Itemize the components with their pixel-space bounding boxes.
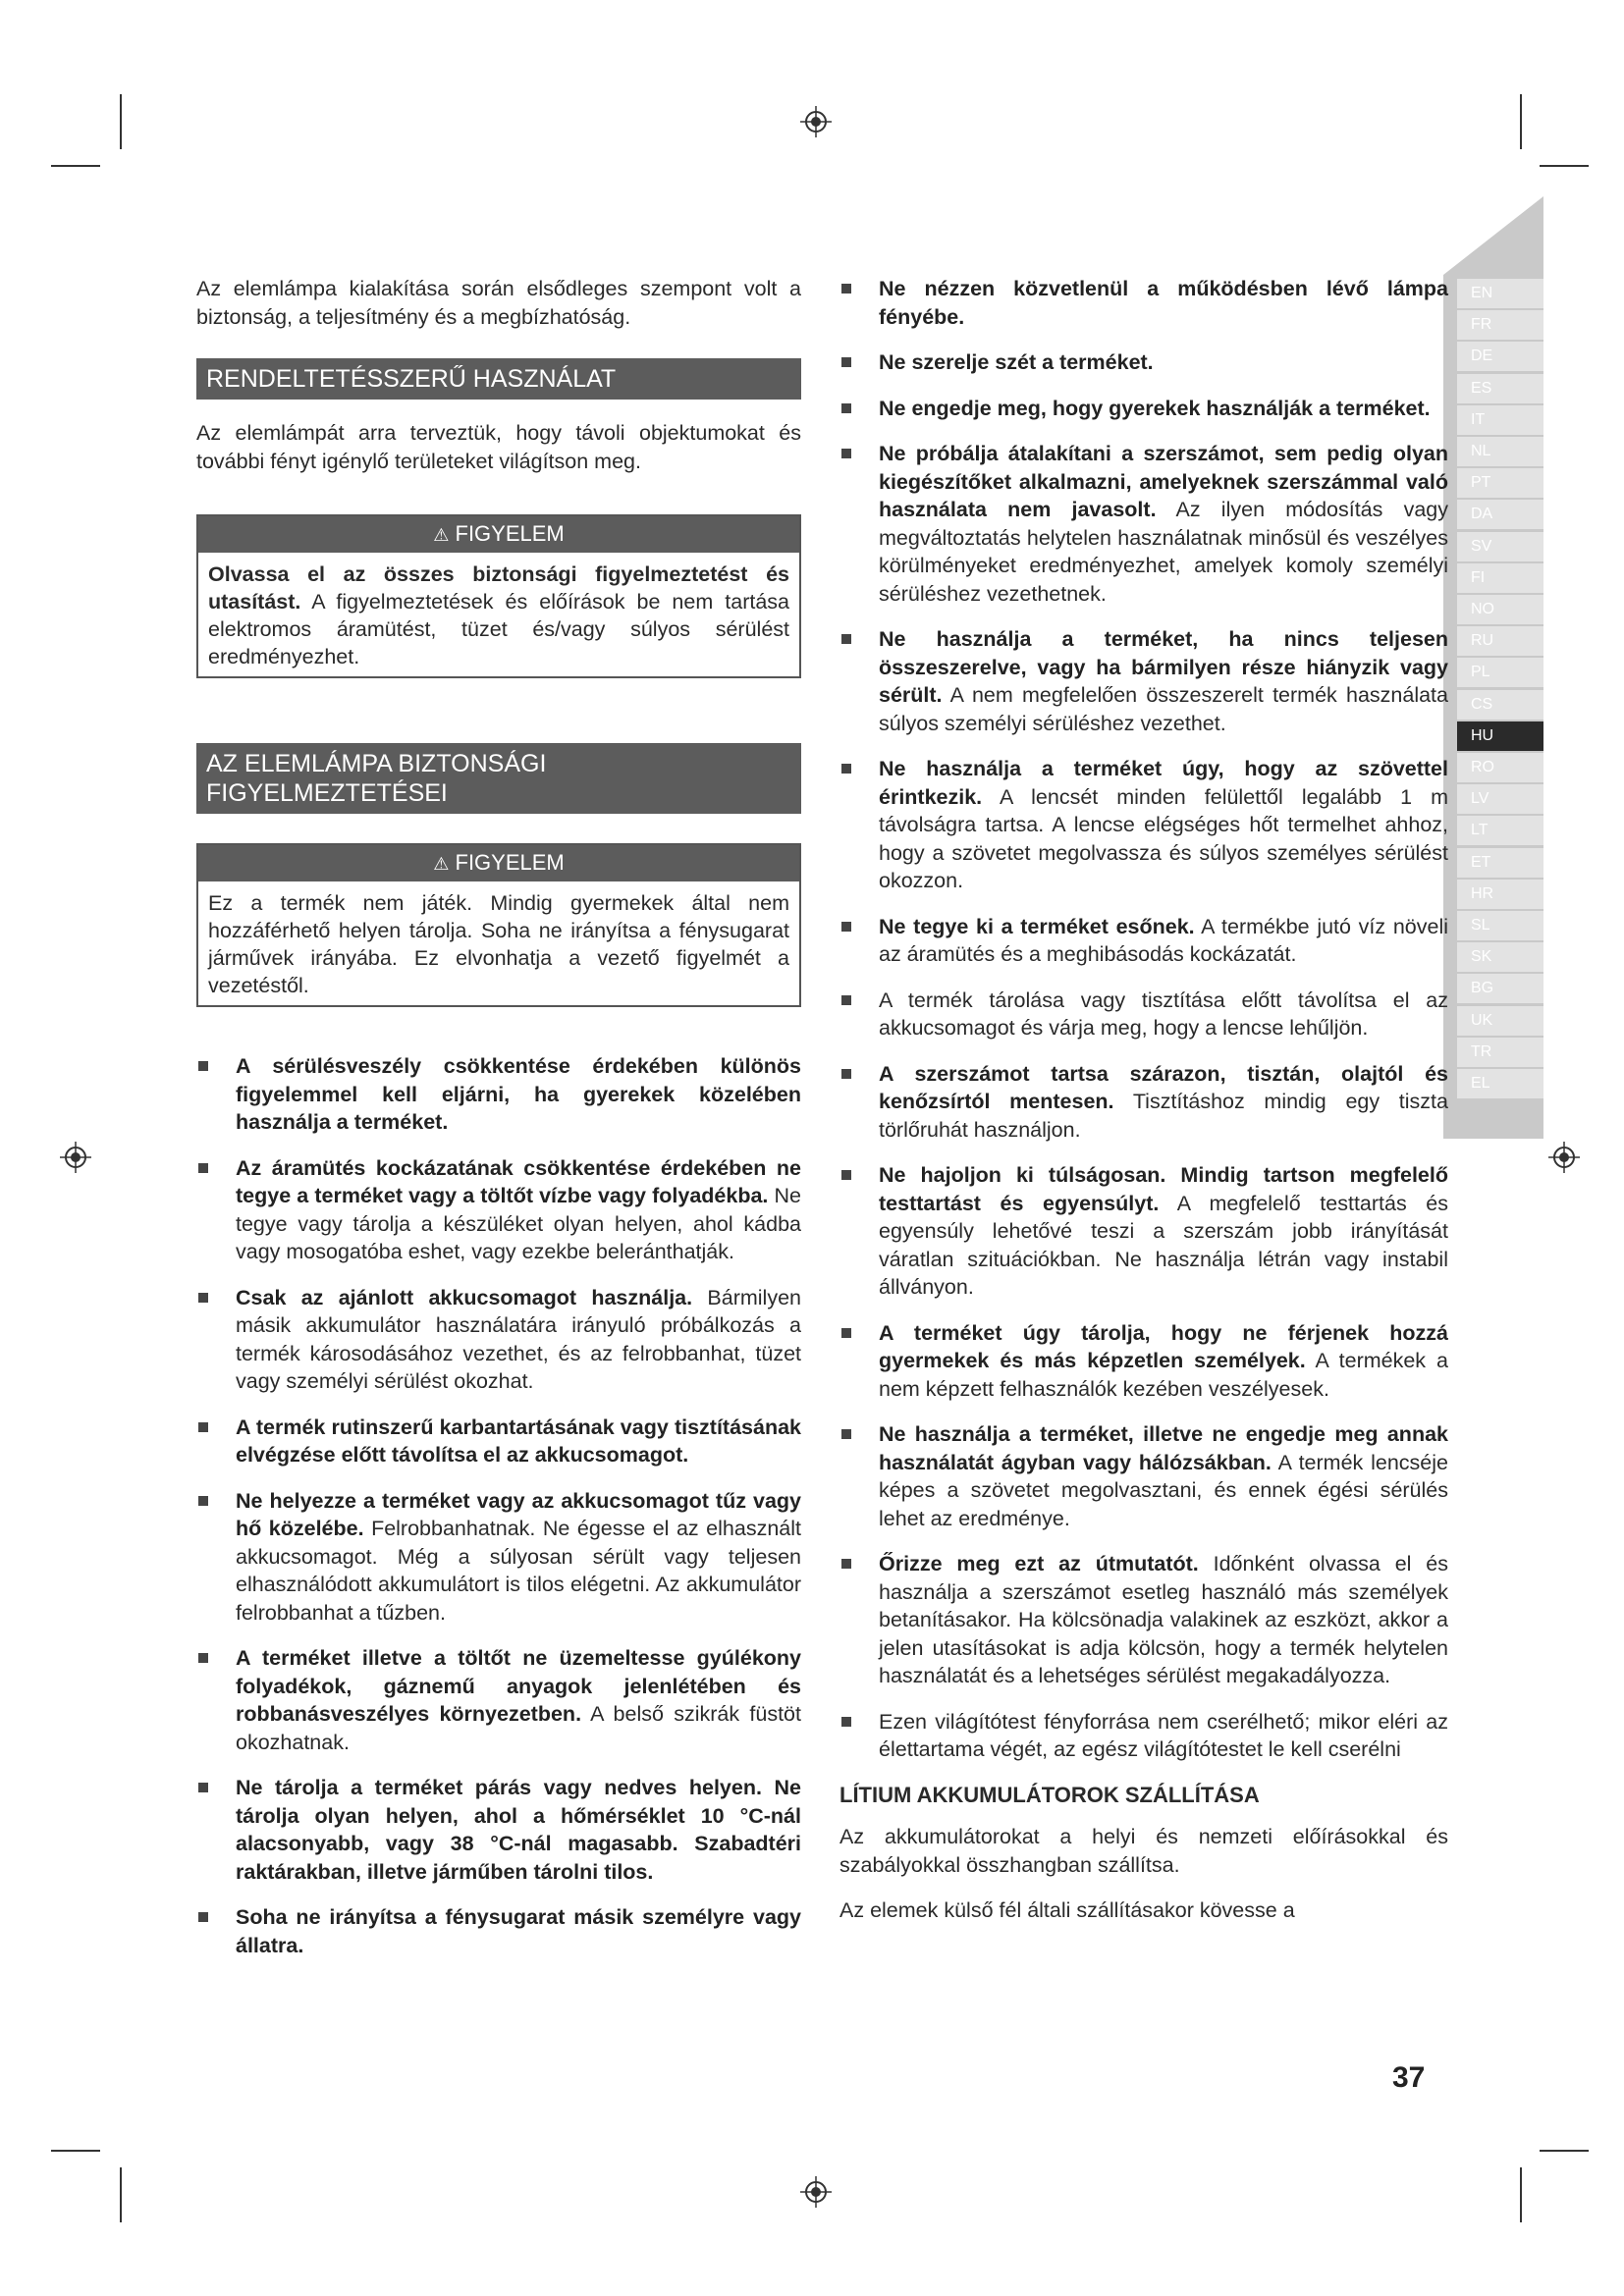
language-tab-uk[interactable]: UK (1457, 1006, 1543, 1036)
bullet-square-icon (198, 1422, 208, 1432)
bullet-bold-text: Ne használja a terméket úgy, hogy az szövettel érintkezik. (879, 757, 1448, 809)
registration-mark-icon (799, 2175, 833, 2209)
right-bullet-list (839, 275, 1448, 1764)
bullet-text: A termékek a nem képzett felhasználók kezében veszélyesek. (879, 1349, 1448, 1401)
language-tab-fi[interactable]: FI (1457, 563, 1543, 593)
bullet-text: Felrobbanhatnak. Ne égesse el az elhasznált akkucsomagot. Még a súlyosan sérült vagy teljesen elhasználódott akkumulátort is tilos elégetni. Az akkumulátor felrobbanhat a tűzben. (236, 1517, 801, 1625)
bullet-text: Tisztításhoz mindig egy tiszta törlőruhát használjon. (879, 1090, 1448, 1142)
language-tab-sk[interactable]: SK (1457, 942, 1543, 972)
bullet-bold-text: Ne próbálja átalakítani a szerszámot, sem pedig olyan kiegészítőket alkalmazni, amelyeknek szerszámmal való használata nem javasolt. (879, 442, 1448, 521)
language-tab-no[interactable]: NO (1457, 595, 1543, 624)
language-tab-bg[interactable]: BG (1457, 974, 1543, 1003)
list-item (839, 987, 1448, 1042)
language-tab-it[interactable]: IT (1457, 405, 1543, 435)
bullet-bold-text: Ne használja a terméket, illetve ne engedje meg annak használatát ágyban vagy hálózsákban. (879, 1422, 1448, 1474)
bullet-bold-text: Ne szerelje szét a terméket. (879, 350, 1154, 374)
bullet-square-icon (841, 1069, 851, 1079)
language-tab-lv[interactable]: LV (1457, 784, 1543, 814)
list-item (839, 1161, 1448, 1302)
language-tab-pl[interactable]: PL (1457, 658, 1543, 687)
bullet-bold-text: Soha ne irányítsa a fénysugarat másik személyre vagy állatra. (236, 1905, 801, 1957)
warning-header (198, 845, 799, 881)
list-item (839, 440, 1448, 608)
bullet-square-icon (841, 634, 851, 644)
crop-mark (51, 2150, 100, 2152)
list-item (839, 1550, 1448, 1690)
bullet-bold-text: A szerszámot tartsa szárazon, tisztán, olajtól és kenőzsírtól mentesen. (879, 1061, 1448, 1113)
lithium-transport-text-continued: Az elemek külső fél általi szállításakor kövesse a (839, 1898, 1295, 1922)
bullet-square-icon (841, 403, 851, 413)
bullet-bold-text: Ne tegye ki a terméket esőnek. (879, 914, 1195, 938)
crop-mark (1520, 2167, 1522, 2222)
bullet-bold-text: Az áramütés kockázatának csökkentése érdekében ne tegye a terméket vagy a töltőt vízbe vagy folyadékba. (236, 1155, 801, 1207)
bullet-square-icon (841, 357, 851, 367)
language-tab-fr[interactable]: FR (1457, 310, 1543, 340)
bullet-square-icon (841, 449, 851, 458)
language-tab-en[interactable]: EN (1457, 279, 1543, 308)
language-tab-lt[interactable]: LT (1457, 816, 1543, 845)
list-item (196, 1052, 801, 1137)
bullet-square-icon (841, 1170, 851, 1180)
bullet-text: A termék lencséje képes a szövetet megolvasztani, és ennek égési sérülés lehet az eredménye. (879, 1450, 1449, 1530)
bullet-text: A termékbe jutó víz növeli az áramütés és a meghibásodás kockázatát. (879, 914, 1448, 966)
list-item (839, 348, 1448, 377)
bullet-text: Bármilyen másik akkumulátor használatára irányuló próbálkozás a termék károsodásához vezethet, és az felrobbanhat, tüzet vagy személyi sérülést okozhat. (236, 1285, 802, 1393)
crop-mark (1540, 165, 1589, 167)
bullet-square-icon (841, 1559, 851, 1569)
language-tab-sl[interactable]: SL (1457, 911, 1543, 940)
list-item (196, 1414, 801, 1469)
bullet-text: A belső szikrák füstöt okozhatnak. (236, 1702, 801, 1754)
warning-body: Ez a termék nem játék. Mindig gyermekek által nem hozzáférhető helyen tárolja. Soha ne irányítsa a fénysugarat járművek irányába. Ez elvonhatja a vezető figyelmét a vezetéstől. (208, 891, 789, 997)
crop-mark (120, 94, 122, 149)
language-tab-hr[interactable]: HR (1457, 880, 1543, 909)
language-tab-pt[interactable]: PT (1457, 468, 1543, 498)
list-item (196, 1154, 801, 1266)
bullet-bold-text: Ne használja a terméket, ha nincs teljesen összeszerelve, vagy ha bármilyen része hiányzik vagy sérült. (879, 627, 1448, 707)
bullet-square-icon (841, 764, 851, 774)
warning-text: A figyelmeztetések és előírások be nem tartása elektromos áramütést, tüzet és/vagy súlyos sérülést eredményezhet. (208, 590, 789, 668)
language-tab-da[interactable]: DA (1457, 500, 1543, 529)
warning-bold-text: Olvassa el az összes biztonsági figyelmeztetést és utasítást. (208, 562, 789, 614)
bullet-square-icon (198, 1163, 208, 1173)
bullet-bold-text: Ne helyezze a terméket vagy az akkucsomagot tűz vagy hő közelébe. (236, 1488, 801, 1540)
language-tab-ru[interactable]: RU (1457, 626, 1543, 656)
bullet-bold-text: A sérülésveszély csökkentése érdekében különös figyelemmel kell eljárni, ha gyerekek közelében használja a terméket. (236, 1054, 801, 1134)
registration-mark-icon (59, 1141, 92, 1174)
language-tab-es[interactable]: ES (1457, 374, 1543, 403)
warning-box (196, 514, 801, 678)
warning-triangle-icon: ⚠ (433, 525, 450, 545)
bullet-square-icon (841, 995, 851, 1005)
bullet-square-icon (841, 1429, 851, 1439)
list-item (839, 1420, 1448, 1532)
warning-header (198, 516, 799, 553)
language-tab-tr[interactable]: TR (1457, 1038, 1543, 1067)
bullet-text: A lencsét minden felülettől legalább 1 m távolságra tartsa. A lencse elégséges hőt termelhet ahhoz, hogy a szövetet megolvassza és súlyos személyes sérülést okozzon. (879, 784, 1448, 892)
warning-triangle-icon: ⚠ (433, 854, 450, 874)
bullet-bold-text: Ne hajoljon ki túlságosan. Mindig tartson megfelelő testtartást és egyensúlyt. (879, 1163, 1448, 1215)
bullet-square-icon (198, 1293, 208, 1303)
section-heading-safety: AZ ELEMLÁMPA BIZTONSÁGI FIGYELMEZTETÉSEI (196, 743, 801, 814)
bullet-bold-text: Őrizze meg ezt az útmutatót. (879, 1552, 1199, 1575)
bullet-square-icon (198, 1912, 208, 1922)
crop-mark (120, 2167, 122, 2222)
bullet-bold-text: Ne tárolja a terméket párás vagy nedves helyen. Ne tárolja olyan helyen, ahol a hőmérséklet 10 °C-nál alacsonyabb, vagy 38 °C-nál magasabb. Szabadtéri raktárakban, illetve járműben tárolni tilos. (236, 1776, 801, 1884)
list-item (196, 1774, 801, 1886)
bullet-bold-text: Csak az ajánlott akkucsomagot használja. (236, 1285, 693, 1309)
list-item (839, 1319, 1448, 1404)
list-item (196, 1903, 801, 1959)
list-item (839, 275, 1448, 331)
page-number: 37 (1392, 2061, 1426, 2094)
bullet-square-icon (198, 1496, 208, 1506)
language-tab-de[interactable]: DE (1457, 342, 1543, 371)
crop-mark (1520, 94, 1522, 149)
bullet-text: Ne tegye vagy tárolja a készüléket olyan helyen, ahol kádba vagy mosogatóba eshet, vagy ezekbe beleránthatják. (236, 1184, 801, 1263)
bullet-bold-text: Ne nézzen közvetlenül a működésben lévő lámpa fényébe. (879, 277, 1448, 329)
list-item (839, 625, 1448, 737)
crop-mark (51, 165, 100, 167)
bullet-text: Időnként olvassa el és használja a szerszámot esetleg használó más személyek betanításakor. Ha kölcsönadja valakinek az eszközt, akkor a jelen utasításokat is adja kölcsön, hogy a termék helytelen használatát és a lehetséges sérülést megakadályozza. (879, 1552, 1448, 1687)
registration-mark-icon (799, 105, 833, 138)
bullet-square-icon (841, 284, 851, 294)
bullet-square-icon (198, 1653, 208, 1663)
intended-use-text: Az elemlámpát arra terveztük, hogy távoli objektumokat és további fényt igénylő területeket világítson meg. (196, 421, 801, 473)
warning-title: FIGYELEM (455, 850, 565, 875)
language-tab-sv[interactable]: SV (1457, 532, 1543, 561)
bullet-bold-text: A terméket illetve a töltőt ne üzemeltesse gyúlékony folyadékok, gáznemű anyagok jelenlétében és robbanásveszélyes környezetben. (236, 1646, 801, 1726)
bullet-square-icon (841, 1717, 851, 1727)
bullet-text: A termék tárolása vagy tisztítása előtt távolítsa el az akkucsomagot és várja meg, hogy a lencse lehűljön. (879, 988, 1448, 1040)
bullet-bold-text: Ne engedje meg, hogy gyerekek használják a terméket. (879, 396, 1431, 420)
list-item (839, 913, 1448, 969)
warning-box (196, 843, 801, 1007)
left-bullet-list (196, 1052, 801, 1959)
bullet-square-icon (841, 1328, 851, 1338)
bullet-bold-text: A termék rutinszerű karbantartásának vagy tisztításának elvégzése előtt távolítsa el az akkucsomagot. (236, 1415, 801, 1467)
list-item (196, 1487, 801, 1628)
bullet-bold-text: A terméket úgy tárolja, hogy ne férjenek hozzá gyermekek és más képzetlen személyek. (879, 1320, 1448, 1372)
registration-mark-icon (1547, 1141, 1581, 1174)
bullet-text: A megfelelő testtartás és egyensúly lehetővé teszi a szerszám jobb irányítását váratlan szituációkban. Ne használja létrán vagy instabil állványon. (879, 1191, 1449, 1299)
language-tab-el[interactable]: EL (1457, 1069, 1543, 1098)
bullet-square-icon (841, 922, 851, 932)
intro-text: Az elemlámpa kialakítása során elsődleges szempont volt a biztonság, a teljesítmény és a megbízhatóság. (196, 277, 801, 329)
right-column (839, 275, 1448, 1925)
language-tab-ro[interactable]: RO (1457, 753, 1543, 782)
left-column (196, 275, 801, 1977)
warning-body (198, 553, 799, 676)
list-item (839, 395, 1448, 423)
list-item (839, 1708, 1448, 1764)
list-item (196, 1644, 801, 1756)
language-tab-nl[interactable]: NL (1457, 437, 1543, 466)
list-item (839, 1060, 1448, 1145)
bullet-text: Az ilyen módosítás vagy megváltoztatás helytelen használatnak minősül és veszélyes körülményeket eredményezhet, amelyek komoly személyi sérüléshez vezethetnek. (879, 498, 1448, 606)
section-heading-intended-use: RENDELTETÉSSZERŰ HASZNÁLAT (196, 358, 801, 400)
bullet-square-icon (198, 1783, 208, 1792)
lithium-transport-text: Az akkumulátorokat a helyi és nemzeti előírásokkal és szabályokkal összhangban szállítsa. (839, 1825, 1448, 1877)
bullet-text: A nem megfelelően összeszerelt termék használata súlyos személyi sérüléshez vezethet. (879, 683, 1448, 735)
section-heading-lithium-transport: LÍTIUM AKKUMULÁTOROK SZÁLLÍTÁSA (839, 1782, 1260, 1807)
list-item (839, 755, 1448, 895)
bullet-square-icon (198, 1061, 208, 1071)
bullet-text: Ezen világítótest fényforrása nem cserélhető; mikor eléri az élettartama végét, az egész világítótestet le kell cserélni (879, 1709, 1448, 1761)
language-tab-et[interactable]: ET (1457, 848, 1543, 878)
language-tab-hu[interactable]: HU (1457, 721, 1543, 751)
language-tab-cs[interactable]: CS (1457, 690, 1543, 720)
warning-title: FIGYELEM (455, 521, 565, 546)
list-item (196, 1284, 801, 1396)
crop-mark (1540, 2150, 1589, 2152)
